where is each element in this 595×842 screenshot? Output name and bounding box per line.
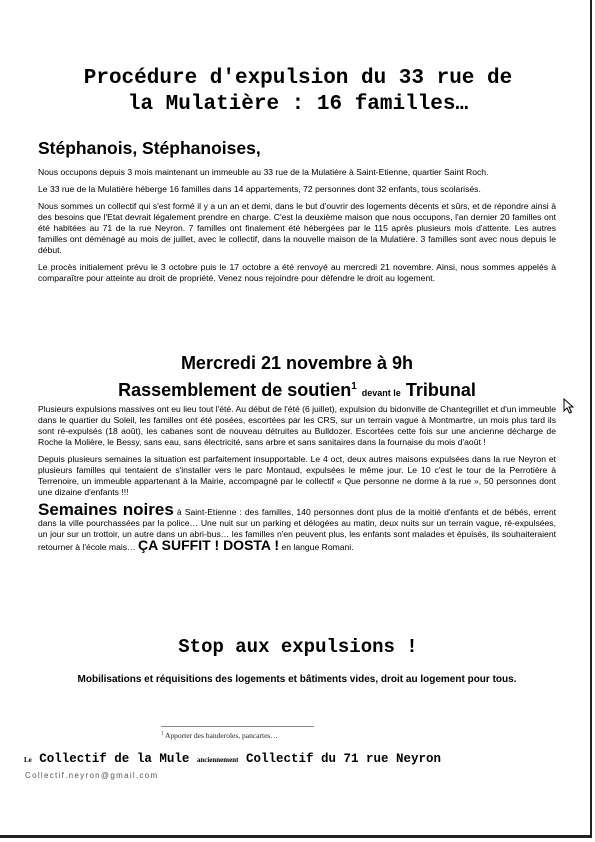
stop-heading: Stop aux expulsions !: [178, 636, 418, 658]
ca-suffit-text: ÇA SUFFIT ! DOSTA !: [138, 537, 280, 553]
intro-paragraph: Le procès initialement prévu le 3 octobre puis le 17 octobre a été renvoyé au mercredi 21 novembre. Ainsi, nous sommes appelés à comparaître pour atteinte au droit de propriété. Venez nous rejoindre pour défendre le droit au logement.: [38, 262, 556, 283]
footnote-ref: 1: [351, 381, 357, 392]
greeting: Stéphanois, Stéphanoises,: [38, 138, 261, 158]
signature: [24, 752, 441, 766]
body-paragraph: Depuis plusieurs semaines la situation est parfaitement insupportable. Le 4 oct, deux autres maisons expulsées dans la rue Neyron et plusieurs familles qui tentaient de s'installer vers le parc Montaud, expulsées le même jour. Le 10 c'est le tour de la Perrotière à Terrenoire, un immeuble appartenant à la Mairie, accompagné par le collectif « Que personne ne dorme à la rue », 50 personnes dont une dizaine d'enfants !!!: [38, 454, 556, 497]
event-heading: [38, 352, 556, 405]
title-line-2: la Mulatière : 16 familles…: [127, 93, 469, 116]
semaines-paragraph: [38, 500, 556, 553]
footnote: [161, 731, 278, 740]
devant-text: devant le: [361, 388, 401, 398]
signature-collectif-neyron: Collectif du 71 rue Neyron: [245, 752, 442, 766]
intro-paragraph: Nous sommes un collectif qui s'est formé il y a un an et demi, dans le but d'ouvrir des logements décents et sûrs, et de répondre ainsi à des besoins que l'Etat devrait légalement prendre en charge. C'est la deuxième maison que nous occupons, l'an dernier 20 familles ont été habitées au 71 de la rue Neyron. 7 familles ont finalement été hébergées par le 115 après plusieurs mois d'attente. Les autres familles ont déménagé au mois de juillet, avec le collectif, dans la nouvelle maison de la Mulatière. 3 familles sont avec nous depuis le début.: [38, 201, 556, 255]
intro-paragraph: Nous occupons depuis 3 mois maintenant un immeuble au 33 rue de la Mulatière à Saint-Etienne, quartier Saint Roch.: [38, 167, 489, 177]
footnote-number: 1: [161, 731, 164, 737]
footnote-divider: [161, 726, 314, 727]
event-rassemblement: [38, 375, 556, 405]
semaines-heading: Semaines noires: [38, 500, 174, 519]
romani-text: en langue Romani.: [281, 542, 354, 552]
body-paragraph: Plusieurs expulsions massives ont eu lieu tout l'été. Au début de l'été (6 juillet), expulsion du bidonville de Chantegrillet et d'un immeuble dans le quartier du Soleil, les familles ont été posées, escortées par les CRS, sur un terrain vague à Montmartre, un mois plus tard ils sont ré-expulsés (18 août), les cabanes sont de nouveau détruites au Bulldozer. Escortées cette fois sur une ancienne décharge de Roche la Molière, le Bessy, sans eau, sans électricité, sans arbre et sans sanitaires dans la fournaise du mois d'août !: [38, 404, 556, 447]
body-section: [38, 404, 556, 559]
semaines-text: à Saint-Etienne : des familles, 140 personnes dont plus de la moitié d'enfants et de bébés, errent dans la ville pourchassées par la police… Une nuit sur un parking et délogées au matin, deux nuits sur un terrain vague, ré-expulsées, un jour sur un trottoir, un autre dans un abri-bus… les familles n'en peuvent plus, les enfants sont malades et épuisés, ils souhaiteraient retourner à l'école mais…: [38, 507, 556, 552]
page-title: [30, 66, 566, 118]
title-line-1: Procédure d'expulsion du 33 rue de: [83, 67, 513, 90]
mobilisation-text: Mobilisations et réquisitions des logements et bâtiments vides, droit au logement pour tous.: [77, 674, 517, 685]
event-date: Mercredi 21 novembre à 9h: [180, 353, 414, 373]
signature-le: Le: [24, 756, 32, 764]
tribunal-text: Tribunal: [405, 380, 476, 400]
signature-collectif-mule: Collectif de la Mule: [39, 752, 190, 766]
mouse-cursor-icon: [563, 398, 574, 414]
email-address: Collectif.neyron@gmail.com: [25, 771, 159, 780]
intro-section: [38, 167, 556, 290]
signature-anciennement: anciennement: [196, 756, 239, 764]
rassemblement-text: Rassemblement de soutien: [118, 380, 352, 400]
footnote-text: Apporter des banderoles, pancartes…: [164, 731, 278, 740]
intro-paragraph: Le 33 rue de la Mulatière héberge 16 familles dans 14 appartements, 72 personnes dont 32 enfants, tous scolarisés.: [38, 184, 481, 194]
